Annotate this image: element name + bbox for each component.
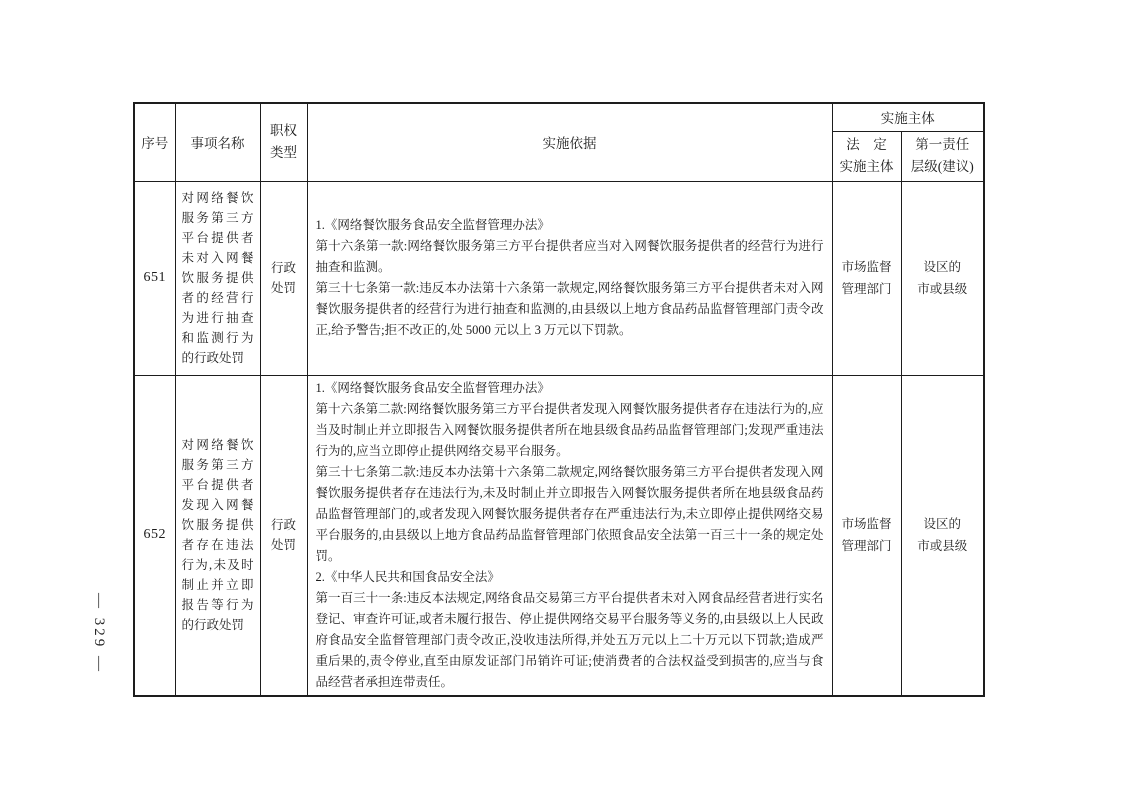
page-number: — 329 —	[91, 593, 107, 674]
implementation-basis: 1.《网络餐饮服务食品安全监督管理办法》 第十六条第一款:网络餐饮服务第三方平台提供者应当对入网餐饮服务提供者的经营行为进行抽查和监测。 第三十七条第一款:违反本办法第十六条第一款规定,网络餐饮服务第三方平台提供者未对入网餐饮服务提供者的经营行为进行抽查和监测的,由县级以上地方食品药品监督管理部门责令改正,给予警告;拒不改正的,处 5000 元以上 3 万元以下罚款。	[307, 181, 832, 375]
responsibility-level: 设区的 市或县级	[901, 375, 984, 696]
col-header-power-type: 职权 类型	[260, 103, 307, 181]
table-row-652	[134, 375, 984, 696]
col-header-subject-group: 实施主体	[832, 103, 984, 131]
col-header-no: 序号	[134, 103, 175, 181]
col-header-responsibility-level: 第一责任 层级(建议)	[901, 131, 984, 181]
legal-implementing-subject: 市场监督 管理部门	[832, 181, 901, 375]
table-row-651	[134, 181, 984, 375]
implementation-basis: 1.《网络餐饮服务食品安全监督管理办法》 第十六条第二款:网络餐饮服务第三方平台提供者发现入网餐饮服务提供者存在违法行为的,应当及时制止并立即报告入网餐饮服务提供者所在地县级食品药品监督管理部门;发现严重违法行为的,应当立即停止提供网络交易平台服务。 第三十七条第二款:违反本办法第十六条第二款规定,网络餐饮服务第三方平台提供者发现入网餐饮服务提供者存在违法行为,未及时制止并立即报告入网餐饮服务提供者所在地县级食品药品监督管理部门的,或者发现入网餐饮服务提供者存在严重违法行为,未立即停止提供网络交易平台服务的,由县级以上地方食品药品监督管理部门依照食品安全法第一百三十一条的规定处罚。 2.《中华人民共和国食品安全法》 第一百三十一条:违反本法规定,网络食品交易第三方平台提供者未对入网食品经营者进行实名登记、审查许可证,或者未履行报告、停止提供网络交易平台服务等义务的,由县级以上人民政府食品安全监督管理部门责令改正,没收违法所得,并处五万元以上二十万元以下罚款;造成严重后果的,责令停业,直至由原发证部门吊销许可证;使消费者的合法权益受到损害的,应当与食品经营者承担连带责任。	[307, 375, 832, 696]
serial-number: 651	[134, 181, 175, 375]
item-name: 对网络餐饮服务第三方平台提供者发现入网餐饮服务提供者存在违法行为,未及时制止并立即报告等行为的行政处罚	[175, 375, 260, 696]
col-header-item-name: 事项名称	[175, 103, 260, 181]
power-type: 行政 处罚	[260, 375, 307, 696]
power-type: 行政 处罚	[260, 181, 307, 375]
item-name: 对网络餐饮服务第三方平台提供者未对入网餐饮服务提供者的经营行为进行抽查和监测行为的行政处罚	[175, 181, 260, 375]
responsibility-level: 设区的 市或县级	[901, 181, 984, 375]
col-header-legal-subject: 法 定 实施主体	[832, 131, 901, 181]
col-header-basis: 实施依据	[307, 103, 832, 181]
table-header	[134, 103, 984, 181]
powers-table	[133, 102, 985, 697]
serial-number: 652	[134, 375, 175, 696]
legal-implementing-subject: 市场监督 管理部门	[832, 375, 901, 696]
